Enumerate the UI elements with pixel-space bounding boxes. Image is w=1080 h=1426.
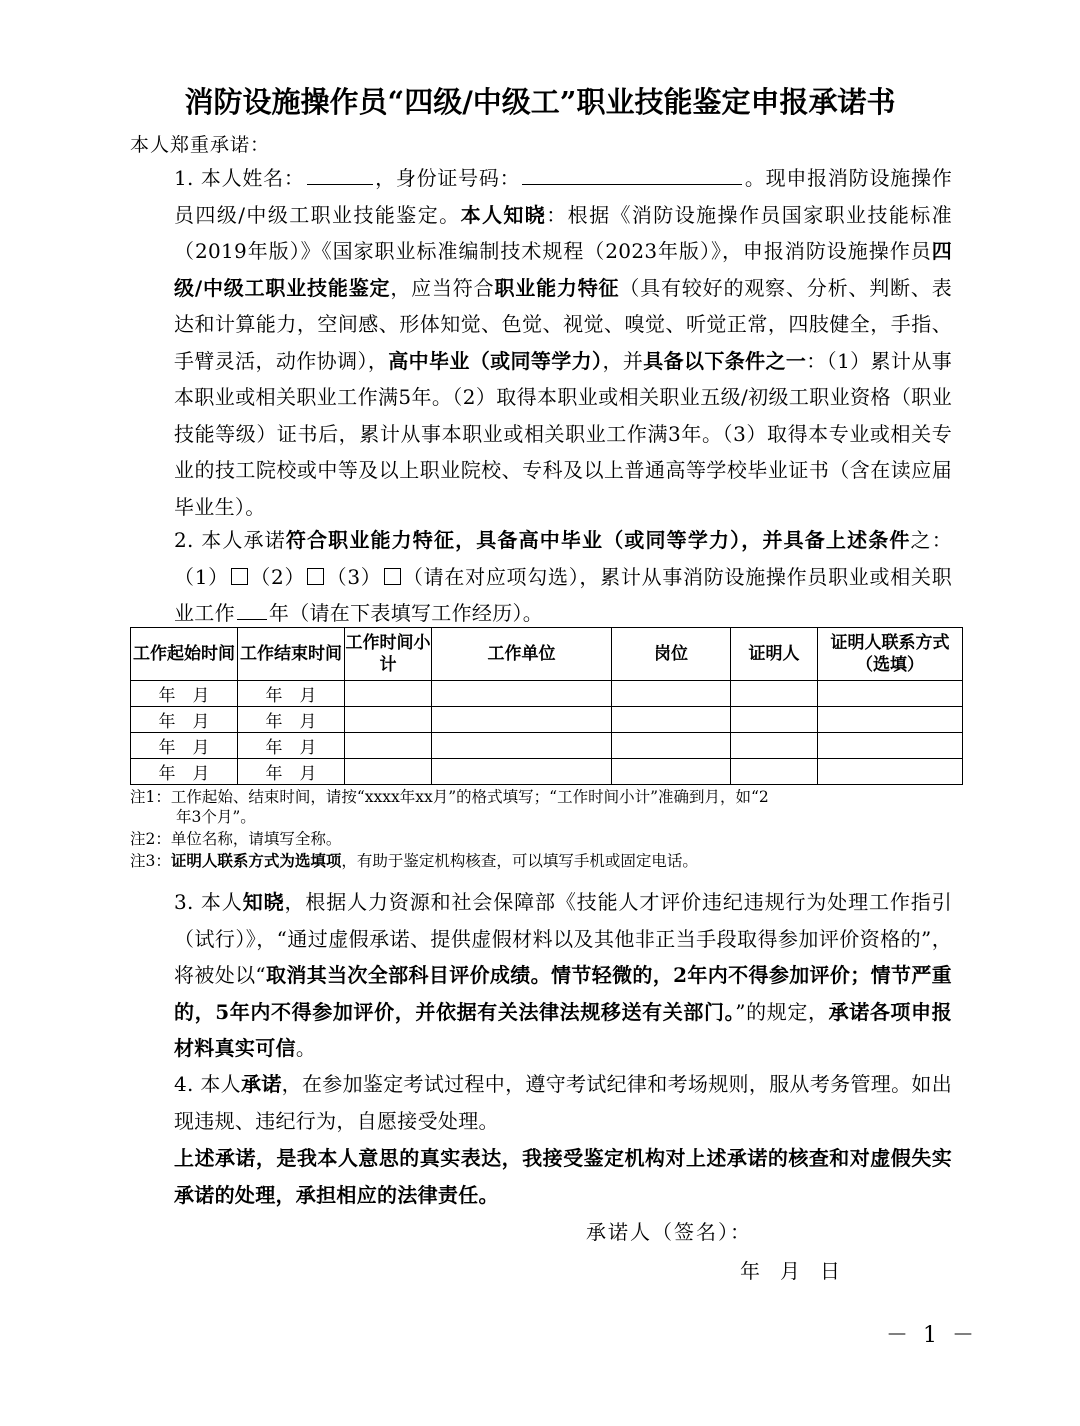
employer-cell[interactable] xyxy=(432,759,612,785)
paragraph-3 xyxy=(130,884,952,1067)
option-3-label: （3） xyxy=(326,564,382,589)
note-3 xyxy=(130,851,960,871)
p2-text-3: （请在对应项勾选），累计从事消防设施操作员职业或相关职业工作 xyxy=(174,564,952,625)
note-3-prefix: 注3： xyxy=(130,852,171,870)
option-2-label: （2） xyxy=(249,564,306,589)
position-cell[interactable] xyxy=(612,759,731,785)
note-2: 注2：单位名称，请填写全称。 xyxy=(130,830,342,848)
col-header-subtotal: 工作时间小计 xyxy=(345,628,432,681)
subtotal-cell[interactable] xyxy=(345,733,432,759)
p3-bold-2: 取消其当次全部科目评价成绩。情节轻微的，2年内不得参加评价；情节严重的，5年内不得参加评价，并依据有关法律法规移送有关部门。 xyxy=(174,963,952,1024)
table-notes xyxy=(130,787,960,873)
employer-cell[interactable] xyxy=(432,707,612,733)
paragraph-2 xyxy=(130,522,952,632)
p1-bold-5: 具备以下条件之一 xyxy=(643,348,807,373)
witness-contact-cell[interactable] xyxy=(818,759,963,785)
start-date-cell[interactable]: 年 月 xyxy=(131,707,238,733)
p1-number: 1. xyxy=(174,166,201,190)
end-date-cell[interactable]: 年 月 xyxy=(238,707,345,733)
table-row xyxy=(131,707,963,733)
date-label: 年 月 日 xyxy=(740,1259,840,1283)
p3-bold-3: 承诺各项申报材料真实可信 xyxy=(174,999,952,1060)
employer-cell[interactable] xyxy=(432,733,612,759)
col-header-position: 岗位 xyxy=(612,628,731,681)
lead-line: 本人郑重承诺： xyxy=(130,134,271,156)
option-1-label: （1） xyxy=(174,564,229,589)
col-header-start: 工作起始时间 xyxy=(131,628,238,681)
witness-contact-cell[interactable] xyxy=(818,681,963,707)
table-row xyxy=(131,681,963,707)
col-header-employer: 工作单位 xyxy=(432,628,612,681)
witness-contact-cell[interactable] xyxy=(818,733,963,759)
note-3-bold: 证明人联系方式为选填项 xyxy=(170,851,342,870)
witness-cell[interactable] xyxy=(731,759,818,785)
note-1-line-2: 年3个月”。 xyxy=(176,808,256,826)
p1-text-3: ，应当符合 xyxy=(390,275,495,300)
subtotal-cell[interactable] xyxy=(345,707,432,733)
position-cell[interactable] xyxy=(612,681,731,707)
p2-text-2: 之： xyxy=(910,528,953,552)
col-header-witness-contact: 证明人联系方式（选填） xyxy=(818,628,963,681)
col-header-witness: 证明人 xyxy=(731,628,818,681)
p4-bold-1: 承诺 xyxy=(241,1072,282,1096)
note-1-line-1: 注1：工作起始、结束时间，请按“xxxx年xx月”的格式填写；“工作时间小计”准确到月，如“2 xyxy=(130,788,769,806)
p1-text-6: ：（1）累计从事本职业或相关职业工作满5年。（2）取得本职业或相关职业五级/初级工职业资格（职业技能等级）证书后，累计从事本职业或相关职业工作满3年。（3）取得本专业或相关专业的技工院校或中等及以上职业院校、专科及以上普通高等学校毕业证书（含在读应届毕业生）。 xyxy=(174,348,953,519)
subtotal-cell[interactable] xyxy=(345,681,432,707)
paragraph-5 xyxy=(130,1140,952,1213)
note-3-text: ，有助于鉴定机构核查，可以填写手机或固定电话。 xyxy=(341,852,698,870)
witness-contact-cell[interactable] xyxy=(818,707,963,733)
p1-text-4: （具有较好的观察、分析、判断、表达和计算能力，空间感、形体知觉、色觉、视觉、嗅觉、听觉正常，四肢健全，手指、手臂灵活，动作协调）， xyxy=(174,275,953,373)
position-cell[interactable] xyxy=(612,733,731,759)
position-cell[interactable] xyxy=(612,707,731,733)
witness-cell[interactable] xyxy=(731,707,818,733)
p1-bold-2: 四级/中级工职业技能鉴定 xyxy=(174,239,952,300)
p4-text-2: ，在参加鉴定考试过程中，遵守考试纪律和考场规则，服从考务管理。如出现违规、违纪行为，自愿接受处理。 xyxy=(174,1072,952,1133)
p2-text-1: 本人承诺 xyxy=(201,528,286,552)
closing-statement: 上述承诺，是我本人意思的真实表达，我接受鉴定机构对上述承诺的核查和对虚假失实承诺的处理，承担相应的法律责任。 xyxy=(174,1146,952,1207)
option-2-checkbox[interactable] xyxy=(307,568,324,585)
option-1-checkbox[interactable] xyxy=(231,568,248,585)
name-label: 本人姓名： xyxy=(200,166,305,190)
signature-label: 承诺人（签名）： xyxy=(586,1220,752,1244)
paragraph-1 xyxy=(130,160,952,525)
p2-number: 2. xyxy=(174,528,202,552)
p1-text-2: ：根据《消防设施操作员国家职业技能标准（2019年版）》《国家职业标准编制技术规程（2023年版）》，申报消防设施操作员 xyxy=(174,202,953,263)
work-history-table xyxy=(130,627,963,785)
p1-text-1: 。现申报消防设施操作员四级/中级工职业技能鉴定。 xyxy=(174,166,953,227)
name-blank[interactable] xyxy=(307,166,373,185)
p4-text-1: 本人 xyxy=(200,1072,241,1096)
p3-bold-1: 知晓 xyxy=(242,890,285,914)
document-title: 消防设施操作员“四级/中级工”职业技能鉴定申报承诺书 xyxy=(184,85,896,119)
p3-text-4: 。 xyxy=(295,1036,317,1060)
paragraph-4 xyxy=(130,1066,952,1139)
p3-text-2: ，根据人力资源和社会保障部《技能人才评价违纪违规行为处理工作指引（试行）》，“通过虚假承诺、提供虚假材料以及其他非正当手段取得参加评价资格的”，将被处以“ xyxy=(174,890,952,987)
p1-bold-4: 高中毕业（或同等学力） xyxy=(388,348,603,373)
table-row xyxy=(131,733,963,759)
end-date-cell[interactable]: 年 月 xyxy=(238,733,345,759)
years-blank[interactable] xyxy=(237,601,267,620)
subtotal-cell[interactable] xyxy=(345,759,432,785)
table-header-row xyxy=(131,628,963,681)
p2-bold-1: 符合职业能力特征，具备高中毕业（或同等学力），并具备上述条件 xyxy=(285,528,911,552)
note-1 xyxy=(130,787,960,827)
witness-cell[interactable] xyxy=(731,733,818,759)
start-date-cell[interactable]: 年 月 xyxy=(131,759,238,785)
table-row xyxy=(131,759,963,785)
id-number-blank[interactable] xyxy=(522,166,742,185)
end-date-cell[interactable]: 年 月 xyxy=(238,681,345,707)
p3-text-3: ”的规定， xyxy=(735,999,829,1024)
start-date-cell[interactable]: 年 月 xyxy=(131,681,238,707)
option-3-checkbox[interactable] xyxy=(384,568,401,585)
col-header-end: 工作结束时间 xyxy=(238,628,345,681)
p3-number: 3. xyxy=(174,890,201,914)
p2-text-4: 年（请在下表填写工作经历）。 xyxy=(268,601,544,625)
witness-cell[interactable] xyxy=(731,681,818,707)
page-number: － 1 － xyxy=(886,1323,978,1348)
p1-bold-1: 本人知晓 xyxy=(460,202,547,227)
end-date-cell[interactable]: 年 月 xyxy=(238,759,345,785)
p1-text-5: ，并 xyxy=(602,348,644,373)
id-label: ，身份证号码： xyxy=(374,166,521,190)
p4-number: 4. xyxy=(174,1072,201,1096)
p1-bold-3: 职业能力特征 xyxy=(494,275,620,300)
employer-cell[interactable] xyxy=(432,681,612,707)
start-date-cell[interactable]: 年 月 xyxy=(131,733,238,759)
p3-text-1: 本人 xyxy=(200,890,243,914)
